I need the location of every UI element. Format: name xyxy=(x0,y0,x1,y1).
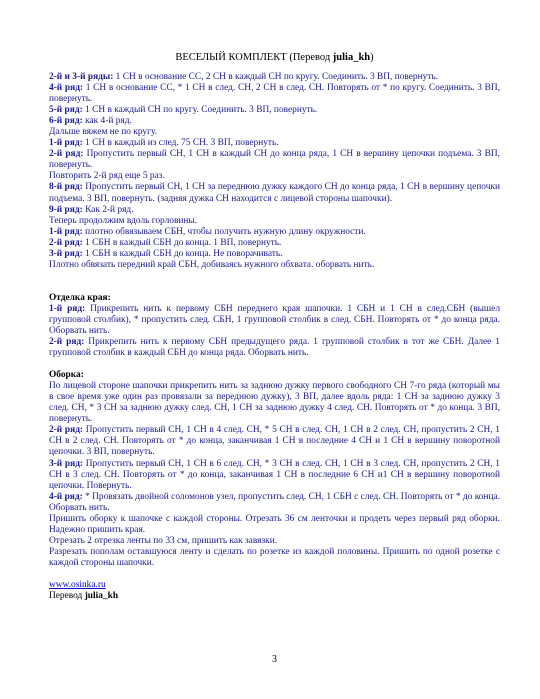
row-text: 1 СН в каждый из след. 75 СН. 3 ВП, повернуть. xyxy=(82,138,279,149)
instruction-row xyxy=(49,514,500,536)
title-text: ВЕСЕЛЫЙ КОМПЛЕКТ (Перевод xyxy=(175,52,333,63)
footer-link-line xyxy=(49,580,500,591)
row-label: 1-й ряд: xyxy=(49,138,83,149)
section-heading-frill: Оборка: xyxy=(49,370,84,381)
row-label: 3-й ряд: xyxy=(49,458,84,469)
section-heading-edging: Отделка края: xyxy=(49,292,111,303)
document-body xyxy=(49,72,500,602)
row-text: Пропустить первый СН, 1 СН в 6 след. СН, * 3 СН в след. СН, 1 СН в 3 след. СН, пропустить 2 СН, 1 СН в 3 след. СН. Повторять от * до конца, заканчивая 1 СН в последние 6 СН и1 СН в вершину поворотной цепочки. Повернуть. xyxy=(49,458,500,491)
row-text: По лицевой стороне шапочки прикрепить нить за заднюю дужку первого свободного СН 7-го ряда (который мы в свое время уже один раз провязали за переднюю дужку), 3 ВП, далее вдоль ряда: 1 СН за заднюю дужку 3 след. СН, * 3 СН за заднюю дужку след. СН, 1 СН за заднюю дужку 4 след. СН. Повторять от * до конца. 3 ВП, повернуть. xyxy=(49,381,500,425)
instruction-row xyxy=(49,116,500,127)
instruction-row xyxy=(49,72,500,83)
document-title xyxy=(49,52,500,63)
instruction-row xyxy=(49,425,500,458)
osinka-link[interactable]: www.osinka.ru xyxy=(49,579,106,590)
row-label: 4-й ряд: xyxy=(49,491,83,502)
row-label: 1-й ряд: xyxy=(49,226,83,237)
row-text: 1 СН в основание СС, 2 СН в каждый СН по кругу. Соединить. 3 ВП, повернуть. xyxy=(113,72,439,82)
instruction-row xyxy=(49,492,500,514)
row-label: 2-й и 3-й ряды: xyxy=(49,72,114,82)
row-text: Пропустить первый СН, 1 СН за переднюю дужку каждого СН до конца ряда, 1 СН в вершину цепочки подъема. 3 ВП, повернуть. (задняя дужка СН находится с лицевой стороны шапочки). xyxy=(49,182,500,204)
row-label: 2-й ряд: xyxy=(49,425,84,436)
row-label: 4-й ряд: xyxy=(49,83,84,94)
instruction-row xyxy=(49,459,500,492)
instruction-row xyxy=(49,83,500,105)
row-label: 2-й ряд: xyxy=(49,337,85,348)
frill-block xyxy=(49,381,500,569)
instruction-row xyxy=(49,182,500,204)
row-text: 1 СН в каждый СН по кругу. Соединить. 3 ВП, повернуть. xyxy=(82,105,318,116)
row-text: как 4-й ряд. xyxy=(82,116,132,127)
title-author: julia_kh xyxy=(332,52,371,63)
instruction-row xyxy=(49,227,500,238)
row-text: Отрезать 2 отрезка ленты по 33 см, пришить как завязки. xyxy=(49,535,278,546)
instruction-row xyxy=(49,249,500,260)
instruction-row xyxy=(49,216,500,227)
instructions-block xyxy=(49,72,500,271)
row-text: * Провязать двойной соломонов узел, пропустить след. СН, 1 СБН с след. СН. Повторять от * до конца. Оборвать нить. xyxy=(49,491,500,513)
row-text: Разрезать пополам оставшуюся ленту и сделать по розетке из каждой половины. Пришить по одной розетке с каждой стороны шапочки. xyxy=(49,546,500,568)
row-text: Прикрепить нить к первому СБН предыдущего ряда. 1 групповой столбик в тот же СБН. Далее 1 групповой столбик в каждый СБН до конца ряда. Оборвать нить. xyxy=(49,337,500,359)
instruction-row xyxy=(49,536,500,547)
title-close: ) xyxy=(370,52,374,63)
instruction-row xyxy=(49,127,500,138)
credit-name: julia_kh xyxy=(84,591,119,602)
footer-credit xyxy=(49,591,500,602)
instruction-row xyxy=(49,238,500,249)
instruction-row xyxy=(49,260,500,271)
row-text: Дальше вяжем не по кругу. xyxy=(49,127,158,138)
row-label: 6-й ряд: xyxy=(49,116,83,127)
instruction-row xyxy=(49,149,500,171)
instruction-row xyxy=(49,105,500,116)
instruction-row xyxy=(49,171,500,182)
row-text: Как 2-й ряд. xyxy=(82,204,134,215)
row-label: 2-й ряд: xyxy=(49,149,84,160)
instruction-row xyxy=(49,205,500,216)
instruction-row xyxy=(49,381,500,425)
row-label: 2-й ряд: xyxy=(49,237,83,248)
row-text: Пропустить первый СН, 1 СН в 4 след. СН, * 5 СН в след. СН, 1 СН в 2 след. СН, пропустить 2 СН, 1 СН в 2 след. СН. Повторять от * до конца, заканчивая 1 СН в последние 4 СН и 1 СН в вершину поворотной цепочки. 3 ВП, повернуть. xyxy=(49,425,500,458)
row-text: плотно обвязываем СБН, чтобы получить нужную длину окружности. xyxy=(82,226,366,237)
row-text: Теперь продолжим вдоль горловины. xyxy=(49,215,198,226)
row-label: 8-й ряд: xyxy=(49,182,83,193)
page-number: 3 xyxy=(272,654,277,665)
instruction-row xyxy=(49,304,500,337)
row-text: Плотно обвязать передний край СБН, добиваясь нужного обхвата. оборвать нить. xyxy=(49,259,375,270)
row-label: 5-й ряд: xyxy=(49,105,83,116)
row-text: Прикрепить нить к первому СБН переднего края шапочки. 1 СБН и 1 СН в след.СБН (вышел групповой столбик), * пропустить след. СБН, 1 групповой столбик в след. СБН. Повторять от * до конца ряда. Оборвать нить. xyxy=(49,303,500,336)
row-text: Пропустить первый СН, 1 СН в каждый СН до конца ряда, 1 СН в вершину цепочки подъема. 3 ВП, повернуть. xyxy=(49,149,500,171)
instruction-row xyxy=(49,337,500,359)
row-label: 1-й ряд: xyxy=(49,303,86,314)
row-text: 1 СБН в каждый СБН до конца. Не поворачивать. xyxy=(82,248,283,259)
row-label: 9-й ряд: xyxy=(49,204,83,215)
edging-block xyxy=(49,304,500,359)
row-label: 3-й ряд: xyxy=(49,248,83,259)
instruction-row xyxy=(49,547,500,569)
row-text: Повторить 2-й ряд еще 5 раз. xyxy=(49,171,165,182)
row-text: Пришить оборку к шапочке с каждой стороны. Отрезать 36 см ленточки и продеть через первый ряд оборки. Надежно пришить края. xyxy=(49,513,500,535)
instruction-row xyxy=(49,138,500,149)
row-text: 1 СН в основание СС, * 1 СН в след. СН, 2 СН в след. СН. Повторять от * по кругу. Соединить. 3 ВП, повернуть. xyxy=(49,83,500,105)
credit-prefix: Перевод xyxy=(49,591,85,602)
row-text: 1 СБН в каждый СБН до конца. 1 ВП, повернуть. xyxy=(82,237,282,248)
